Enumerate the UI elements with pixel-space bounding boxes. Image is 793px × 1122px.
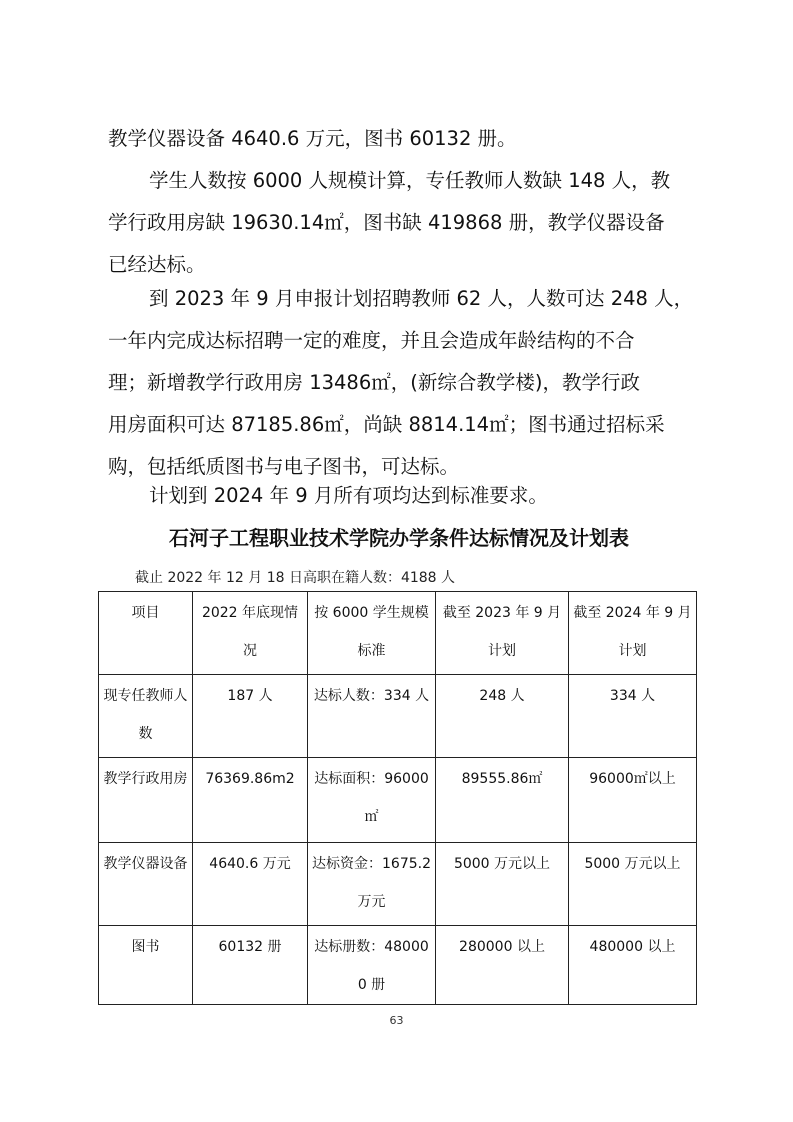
paragraph-3 [108,278,694,488]
conditions-table [98,591,697,1005]
header-cell: 项目 [99,592,193,675]
table-cell: 89555.86㎡ [436,758,569,843]
table-cell: 60132 册 [193,926,308,1005]
table-cell: 96000㎡以上 [569,758,697,843]
paragraph-line: 用房面积可达 87185.86㎡，尚缺 8814.14㎡；图书通过招标采 [108,413,665,436]
paragraph-line: 一年内完成达标招聘一定的难度，并且会造成年龄结构的不合 [108,329,635,352]
paragraph-line: 计划到 2024 年 9 月所有项均达到标准要求。 [149,484,548,507]
table-title: 石河子工程职业技术学院办学条件达标情况及计划表 [169,526,629,550]
header-cell: 截至 2023 年 9 月计划 [436,592,569,675]
table-cell: 教学仪器设备 [99,843,193,926]
header-cell: 按 6000 学生规模标准 [308,592,436,675]
page-number: 63 [389,1014,404,1027]
table-cell: 280000 以上 [436,926,569,1005]
paragraph-line: 已经达标。 [108,253,206,276]
table-cell: 248 人 [436,675,569,758]
table-cell: 187 人 [193,675,308,758]
paragraph-line: 购，包括纸质图书与电子图书，可达标。 [108,455,460,478]
table-cell: 教学行政用房 [99,758,193,843]
table-row [99,843,697,926]
table-cell: 4640.6 万元 [193,843,308,926]
paragraph-4 [108,475,690,517]
paragraph-1 [108,118,690,160]
header-cell: 截至 2024 年 9 月计划 [569,592,697,675]
table-cell: 76369.86m2 [193,758,308,843]
table-header-row [99,592,697,675]
table-cell: 5000 万元以上 [436,843,569,926]
table-caption: 截止 2022 年 12 月 18 日高职在籍人数：4188 人 [135,570,456,586]
paragraph-line: 理；新增教学行政用房 13486㎡，(新综合教学楼)，教学行政 [108,371,640,394]
table-row [99,926,697,1005]
table-cell: 现专任教师人数 [99,675,193,758]
table-cell: 334 人 [569,675,697,758]
table-cell: 达标面积：96000㎡ [308,758,436,843]
table-cell: 5000 万元以上 [569,843,697,926]
paragraph-line: 到 2023 年 9 月申报计划招聘教师 62 人，人数可达 248 人， [149,287,694,310]
table-cell: 480000 以上 [569,926,697,1005]
table-cell: 达标人数：334 人 [308,675,436,758]
paragraph-line: 学行政用房缺 19630.14㎡，图书缺 419868 册，教学仪器设备 [108,211,665,234]
table-row [99,675,697,758]
table-cell: 图书 [99,926,193,1005]
table-cell: 达标资金：1675.2 万元 [308,843,436,926]
paragraph-line: 教学仪器设备 4640.6 万元，图书 60132 册。 [108,127,517,150]
table-row [99,758,697,843]
table-cell: 达标册数：480000 册 [308,926,436,1005]
paragraph-2 [108,160,690,286]
header-cell: 2022 年底现情况 [193,592,308,675]
paragraph-line: 学生人数按 6000 人规模计算，专任教师人数缺 148 人，教 [149,169,671,192]
